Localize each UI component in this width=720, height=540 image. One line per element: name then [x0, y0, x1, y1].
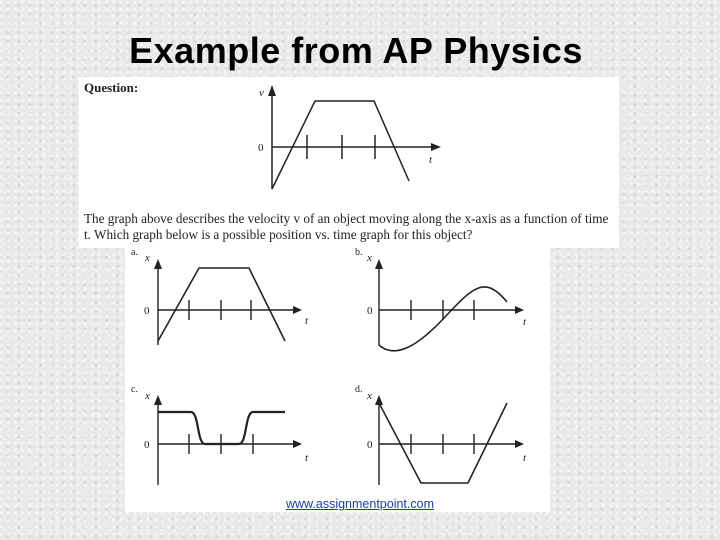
option-c-y-arrow	[154, 395, 162, 405]
option-b-y-label: x	[367, 252, 372, 264]
footer-link-text[interactable]: www.assignmentpoint.com	[286, 497, 434, 511]
velocity-curve	[272, 101, 409, 189]
option-a-graph[interactable]	[131, 247, 309, 345]
option-c-x-arrow	[293, 440, 302, 448]
option-a-x-arrow	[293, 306, 302, 314]
option-a-x-label: t	[305, 315, 309, 327]
velocity-graph-y-label: v	[259, 87, 264, 99]
option-a-origin-label: 0	[144, 305, 150, 317]
velocity-graph-origin-label: 0	[258, 142, 264, 154]
question-panel	[79, 77, 619, 248]
option-b-x-arrow	[515, 306, 524, 314]
option-d-letter: d.	[355, 384, 363, 395]
option-d-x-label: t	[523, 452, 527, 464]
option-d-y-label: x	[367, 390, 372, 402]
velocity-graph-x-arrow	[431, 143, 441, 151]
velocity-graph	[79, 77, 619, 211]
option-a-y-label: x	[145, 252, 150, 264]
option-b-graph[interactable]	[355, 247, 527, 351]
footer-link[interactable]	[0, 497, 720, 511]
option-c-origin-label: 0	[144, 439, 150, 451]
option-c-y-label: x	[145, 390, 150, 402]
question-label: Question:	[84, 80, 139, 95]
option-c-letter: c.	[131, 384, 138, 395]
option-b-curve	[379, 287, 507, 351]
question-text: The graph above describes the velocity v of an object moving along the x-axis as a function of time t. Which graph below is a possible position vs. time graph for this object?	[84, 211, 609, 242]
option-b-origin-label: 0	[367, 305, 373, 317]
option-a-y-arrow	[154, 259, 162, 269]
option-d-graph[interactable]	[355, 384, 527, 485]
answer-graphs	[125, 247, 550, 512]
option-c-graph[interactable]	[131, 384, 309, 485]
option-b-letter: b.	[355, 247, 363, 258]
option-d-x-arrow	[515, 440, 524, 448]
option-c-x-label: t	[305, 452, 309, 464]
option-a-letter: a.	[131, 247, 138, 258]
slide-title: Example from AP Physics	[129, 30, 583, 71]
answer-options-panel	[125, 247, 550, 512]
option-b-y-arrow	[375, 259, 383, 269]
option-b-x-label: t	[523, 316, 527, 328]
option-d-origin-label: 0	[367, 439, 373, 451]
velocity-graph-y-arrow	[268, 85, 276, 96]
velocity-graph-x-label: t	[429, 154, 433, 166]
